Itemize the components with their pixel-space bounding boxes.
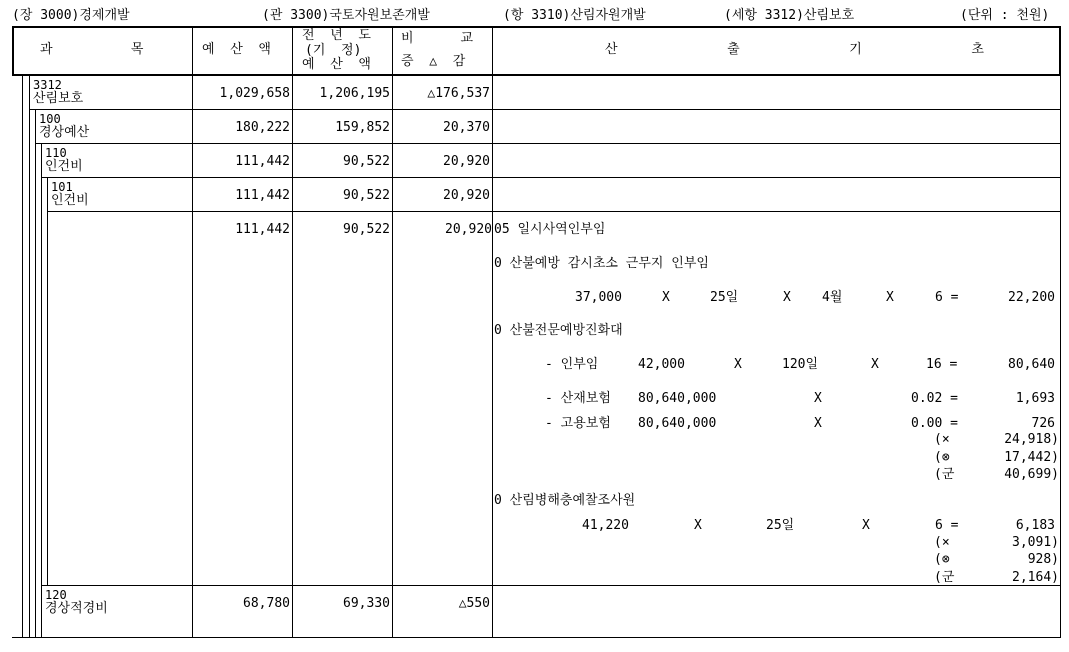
row-budget: 111,442 [235,222,290,237]
calc-value: 6 = [935,290,959,305]
row-diff: 20,370 [443,120,490,135]
row-budget: 111,442 [235,154,290,169]
row-code: 110 [45,146,67,160]
calc-operator: X [871,357,879,372]
row-divider [41,585,1061,586]
hierarchy-line [29,74,30,637]
header-prev-year-budget: 예 산 액 [302,57,371,72]
calc-operator: X [886,290,894,305]
calc-value: 16 = [926,357,958,372]
row-name: 경상예산 [39,125,90,140]
sub-value: 40,699) [1004,467,1059,482]
calc-label: - 인부임 [545,357,599,372]
header-prev-year-fixed: (기 정) [305,43,362,58]
row-name: 인건비 [45,159,83,174]
calc-value: 41,220 [582,518,629,533]
calc-operator: X [694,518,702,533]
sehang-label: (세항 3312)산림보호 [724,8,855,23]
table-bottom-border [12,637,1061,638]
calc-label: - 고용보험 [545,416,611,431]
calc-result: 22,200 [1008,290,1055,305]
calc-operator: X [662,290,670,305]
row-budget: 180,222 [235,120,290,135]
row-name: 경상적경비 [45,601,108,616]
row-diff: △550 [458,596,490,611]
row-diff: 20,920 [443,188,490,203]
calc-value: 80,640,000 [638,391,717,406]
basis-title: 05 일시사역인부임 [494,222,606,237]
calc-value: 6 = [935,518,959,533]
calc-result: 6,183 [1015,518,1055,533]
row-budget: 68,780 [243,596,290,611]
row-diff: 20,920 [443,154,490,169]
hang-label: (항 3310)산림자원개발 [503,8,646,23]
row-prev: 90,522 [343,222,390,237]
row-divider [41,177,1061,178]
row-code: 100 [39,112,61,126]
sub-label: (⊗ [934,450,950,465]
calc-operator: X [814,391,822,406]
table-right-border [1059,26,1061,76]
row-code: 101 [51,180,73,194]
calc-value: 0.02 = [911,391,958,406]
sub-value: 24,918) [1004,432,1059,447]
basis-item-3: 0 산림병해충예찰조사원 [494,493,636,508]
calc-value: 42,000 [638,357,685,372]
row-code: 3312 [33,78,62,92]
row-divider [47,211,1061,212]
header-compare: 비 교 [401,31,474,46]
header-budget: 예 산 액 [202,42,271,57]
table-right-border [1060,74,1061,637]
calc-operator: X [862,518,870,533]
hierarchy-line [41,143,42,637]
hierarchy-line [35,109,36,637]
row-code: 120 [45,588,67,602]
row-name: 인건비 [51,193,89,208]
calc-value: 80,640,000 [638,416,717,431]
header-calculation-basis: 산 출 기 초 [605,42,984,57]
unit-label: (단위 : 천원) [960,8,1050,23]
column-divider [492,26,493,637]
sub-value: 2,164) [1012,570,1059,585]
calc-result: 726 [1031,416,1055,431]
table-top-border [12,26,1061,28]
sub-label: (⊗ [934,552,950,567]
column-divider [292,26,293,637]
row-prev: 1,206,195 [319,86,390,101]
jang-label: (장 3000)경제개발 [12,8,130,23]
table-left-border [12,26,14,76]
column-divider [392,26,393,637]
basis-item-2: 0 산불전문예방진화대 [494,323,623,338]
calc-operator: X [814,416,822,431]
basis-item-1: 0 산불예방 감시초소 근무지 인부임 [494,256,709,271]
calc-result: 80,640 [1008,357,1055,372]
row-budget: 1,029,658 [219,86,290,101]
row-diff: 20,920 [445,222,492,237]
header-bottom-border [12,74,1061,76]
calc-value: 37,000 [575,290,622,305]
row-prev: 90,522 [343,154,390,169]
header-prev-year: 전 년 도 [302,28,371,43]
sub-label: (× [934,535,950,550]
row-divider [35,143,1061,144]
calc-value: 25일 [766,518,795,533]
sub-value: 928) [1027,552,1059,567]
hierarchy-line [22,74,23,637]
row-divider [29,109,1061,110]
column-divider [192,26,193,637]
calc-label: - 산재보험 [545,391,611,406]
calc-operator: X [734,357,742,372]
header-increase-decrease: 증 △ 감 [401,54,466,69]
sub-label: (군 [934,570,955,585]
calc-value: 0.00 = [911,416,958,431]
sub-label: (× [934,432,950,447]
calc-value: 4월 [822,290,843,305]
row-name: 산림보호 [33,91,84,106]
calc-value: 25일 [710,290,739,305]
sub-value: 3,091) [1012,535,1059,550]
row-diff: △176,537 [427,86,490,101]
hierarchy-line [47,177,48,585]
calc-value: 120일 [782,357,819,372]
sub-value: 17,442) [1004,450,1059,465]
row-budget: 111,442 [235,188,290,203]
calc-operator: X [783,290,791,305]
row-prev: 90,522 [343,188,390,203]
row-prev: 69,330 [343,596,390,611]
gwan-label: (관 3300)국토자원보존개발 [262,8,430,23]
header-subject: 과 목 [40,42,144,57]
sub-label: (군 [934,467,955,482]
calc-result: 1,693 [1015,391,1055,406]
row-prev: 159,852 [335,120,390,135]
